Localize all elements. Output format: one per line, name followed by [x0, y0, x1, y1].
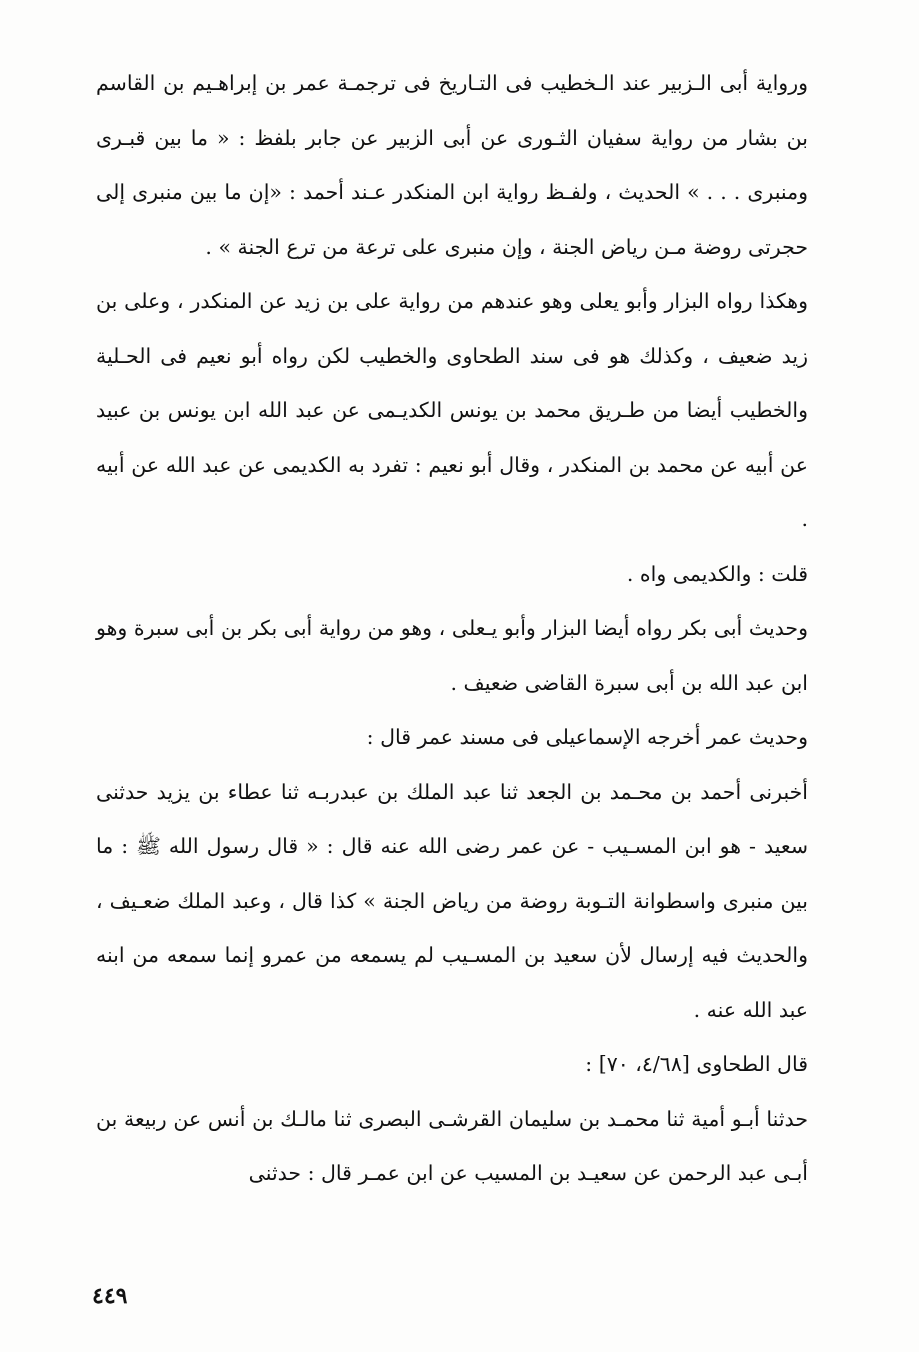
- paragraph: قلت : والكديمى واه .: [626, 561, 808, 586]
- paragraph: وحديث عمر أخرجه الإسماعيلى فى مسند عمر قال :: [366, 725, 808, 749]
- paragraph: أخبرنى أحمد بن محـمد بن الجعد ثنا عبد الملك بن عبدربـه ثنا عطاء بن يزيد حدثنى سعيد - هو ابن المسـيب - عن عمر رضى الله عنه قال : « قال رسول الله ﷺ : ما بين منبرى واسطوانة التـوبة روضة من رياض الجنة » كذا قال ، وعبد الملك ضعـيف ، والحديث فيه إرسال لأن سعيد بن المسـيب لم يسمعه من عمرو إنما سمعه من ابنه عبد الله عنه .: [96, 779, 808, 1022]
- paragraph: وحديث أبى بكر رواه أيضا البزار وأبو يـعلى ، وهو من رواية أبى بكر بن أبى سبرة وهو ابن عبد الله بن أبى سبرة القاضى ضعيف .: [96, 616, 808, 695]
- paragraph: قال الطحاوى [٤/٦٨، ٧٠] :: [585, 1052, 808, 1076]
- paragraph: وهكذا رواه البزار وأبو يعلى وهو عندهم من رواية على بن زيد عن المنكدر ، وعلى بن زيد ضعيف ، وكذلك هو فى سند الطحاوى والخطيب لكن رواه أبو نعيم فى الحـلية والخطيب أيضا من طـريق محمد بن يونس الكديـمى عن عبد الله ابن يونس بن عبيد عن أبيه عن محمد بن المنكدر ، وقال أبو نعيم : تفرد به الكديمى عن عبد الله عن أبيه .: [96, 289, 808, 531]
- paragraph: ورواية أبى الـزبير عند الـخطيب فى التـاريخ فى ترجمـة عمر بن إبراهـيم بن القاسم بن بشار من رواية سفيان الثـورى عن أبى الزبير عن جابر بلفظ : « ما بين قبـرى ومنبرى . . . » الحديث ، ولفـظ رواية ابن المنكدر عـند أحمد : «إن ما بين منبرى إلى حجرتى روضة مـن رياض الجنة ، وإن منبرى على ترعة من ترع الجنة » .: [96, 71, 808, 259]
- paragraph: حدثنا أبـو أمية ثنا محمـد بن سليمان القرشـى البصرى ثنا مالـك بن أنس عن ربيعة بن أبـى عبد الرحمن عن سعيـد بن المسيب عن ابن عمـر قال : حدثنى: [96, 1106, 808, 1185]
- body-text: [96, 56, 808, 1201]
- page-number: ٤٤٩: [92, 1283, 128, 1309]
